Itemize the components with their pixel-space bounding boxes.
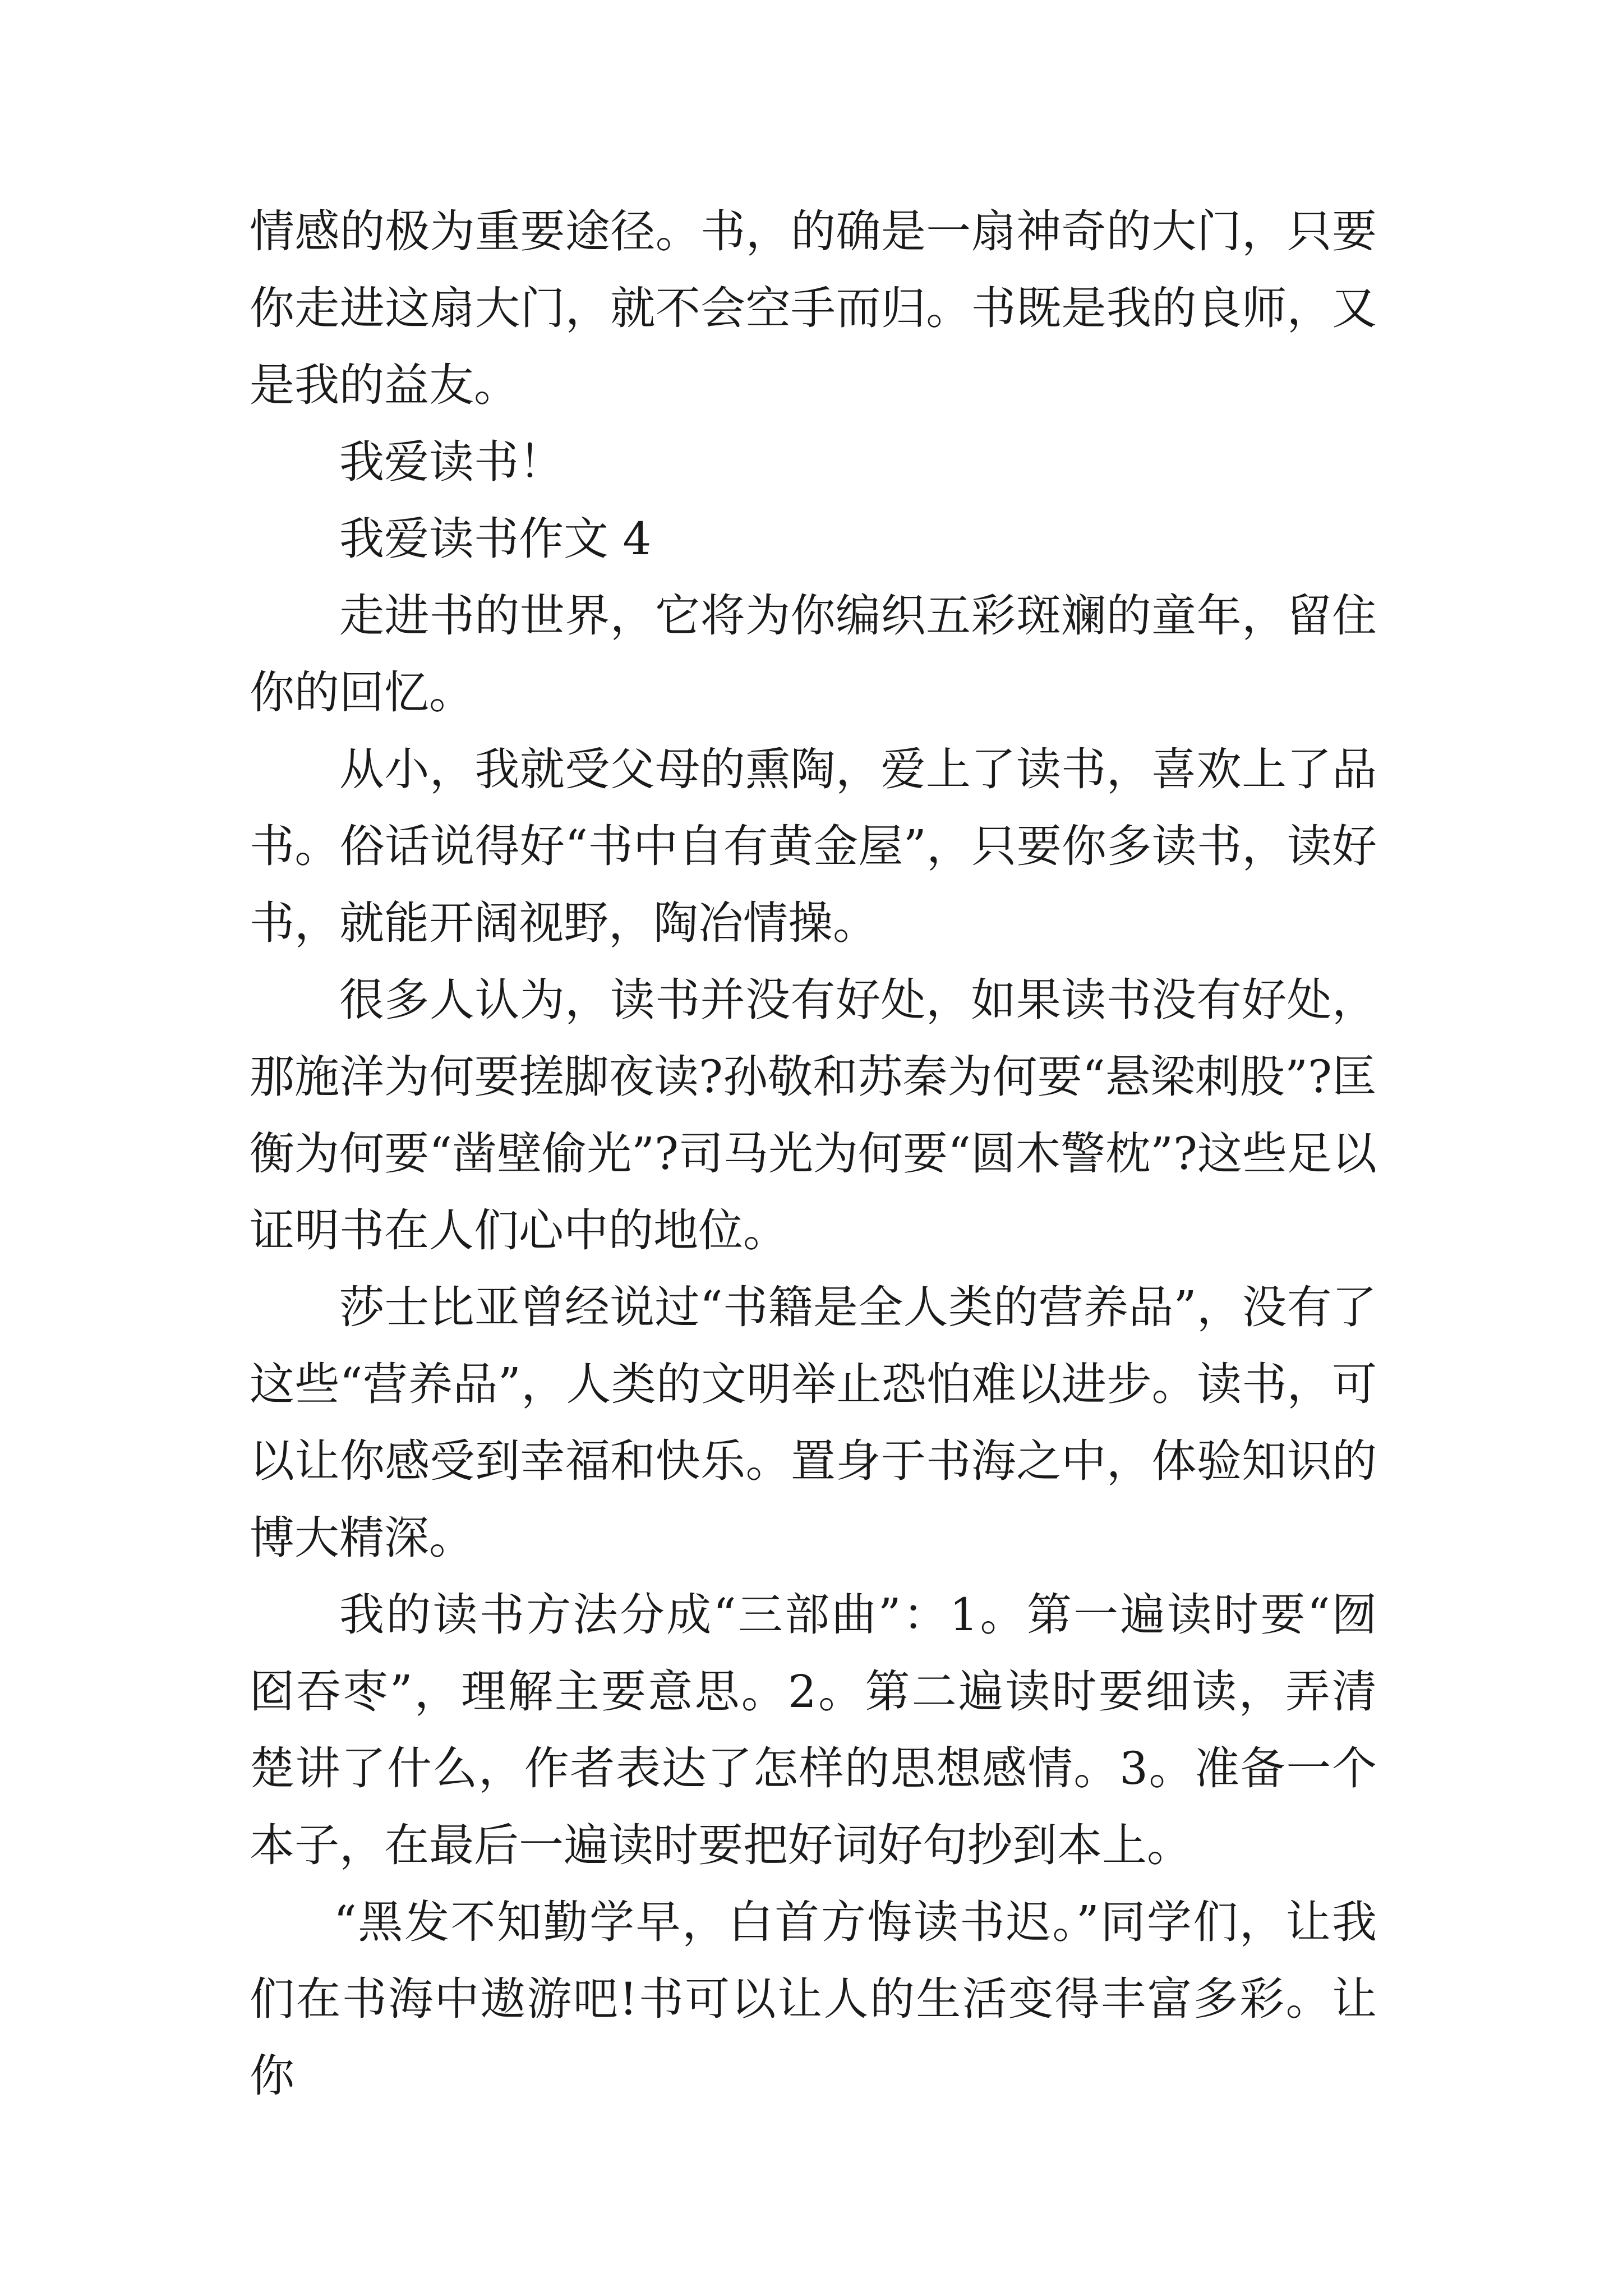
paragraph-exclamation: 我爱读书！ bbox=[339, 436, 564, 488]
essay-heading: 我爱读书作文 4 bbox=[339, 513, 652, 565]
paragraph-closing: “黑发不知勤学早，白首方悔读书迟。”同学们，让我们在书海中遨游吧!书可以让人的生活变得丰富多彩。让你 bbox=[250, 1896, 1377, 2102]
paragraph-intro: 走进书的世界，它将为你编织五彩斑斓的童年，留住你的回忆。 bbox=[250, 590, 1377, 719]
document-body bbox=[250, 193, 1377, 2114]
paragraph-continuation: 情感的极为重要途径。书，的确是一扇神奇的大门，只要你走进这扇大门，就不会空手而归。书既是我的良师，又是我的益友。 bbox=[250, 205, 1377, 411]
paragraph-method: 我的读书方法分成“三部曲”：1。第一遍读时要“囫囵吞枣”，理解主要意思。2。第二遍读时要细读，弄清楚讲了什么，作者表达了怎样的思想感情。3。准备一个本子，在最后一遍读时要把好词好句抄到本上。 bbox=[250, 1589, 1377, 1871]
paragraph-shakespeare: 莎士比亚曾经说过“书籍是全人类的营养品”，没有了这些“营养品”，人类的文明举止恐怕难以进步。读书，可以让你感受到幸福和快乐。置身于书海之中，体验知识的博大精深。 bbox=[250, 1281, 1377, 1564]
paragraph-childhood: 从小，我就受父母的熏陶，爱上了读书，喜欢上了品书。俗话说得好“书中自有黄金屋”，只要你多读书，读好书，就能开阔视野，陶冶情操。 bbox=[250, 743, 1377, 949]
paragraph-examples: 很多人认为，读书并没有好处，如果读书没有好处，那施洋为何要搓脚夜读?孙敬和苏秦为何要“悬梁刺股”?匡衡为何要“凿壁偷光”?司马光为何要“圆木警枕”?这些足以证明书在人们心中的地位。 bbox=[250, 974, 1377, 1257]
